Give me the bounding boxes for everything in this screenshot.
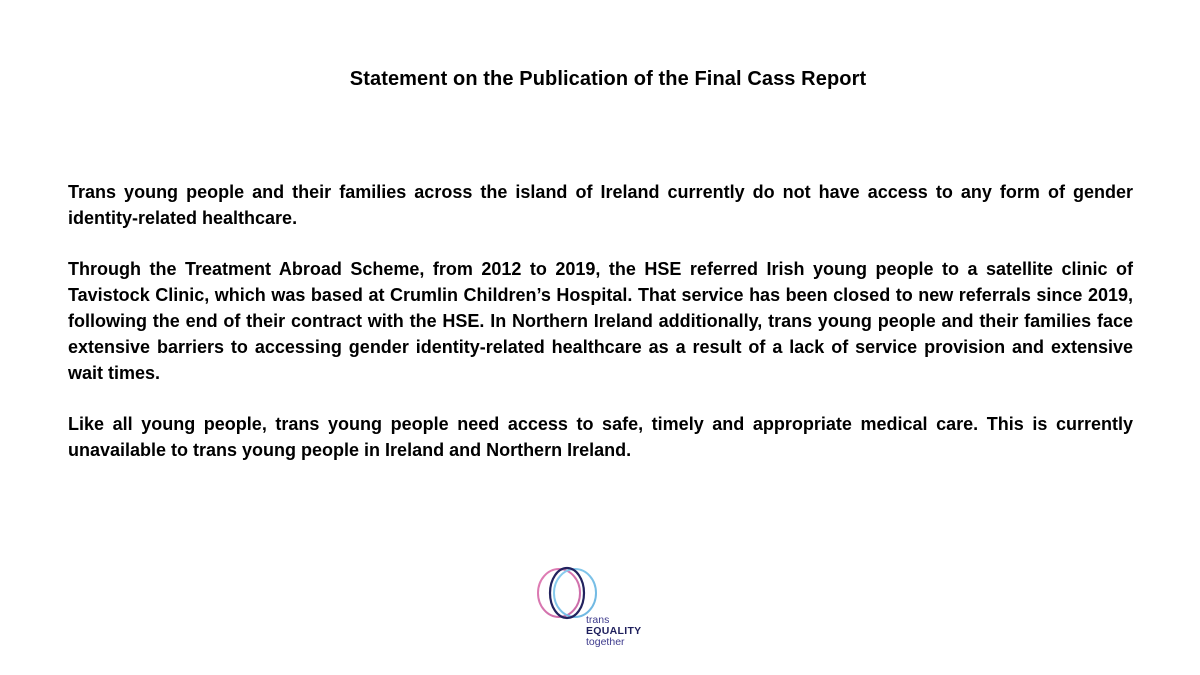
logo-text-equality: EQUALITY — [586, 625, 642, 637]
logo-text-trans: trans — [586, 614, 610, 626]
paragraph-1: Trans young people and their families across the island of Ireland currently do not have access to any form of gender identity-related healthcare. — [68, 182, 1133, 228]
logo-wordmark — [586, 615, 641, 648]
paragraph-3: Like all young people, trans young people need access to safe, timely and appropriate medical care. This is currently unavailable to trans young people in Ireland and Northern Ireland. — [68, 414, 1133, 460]
logo-text-together: together — [586, 636, 625, 648]
trans-equality-together-logo — [535, 565, 655, 660]
page-title: Statement on the Publication of the Final Cass Report — [349, 68, 867, 90]
statement-body — [68, 179, 1133, 488]
paragraph-2: Through the Treatment Abroad Scheme, from 2012 to 2019, the HSE referred Irish young people to a satellite clinic of Tavistock Clinic, which was based at Crumlin Children’s Hospital. That service has been closed to new referrals since 2019, following the end of their contract with the HSE. In Northern Ireland additionally, trans young people and their families face extensive barriers to accessing gender identity-related healthcare as a result of a lack of service provision and extensive wait times. — [68, 259, 1133, 383]
navy-ring — [550, 568, 584, 618]
